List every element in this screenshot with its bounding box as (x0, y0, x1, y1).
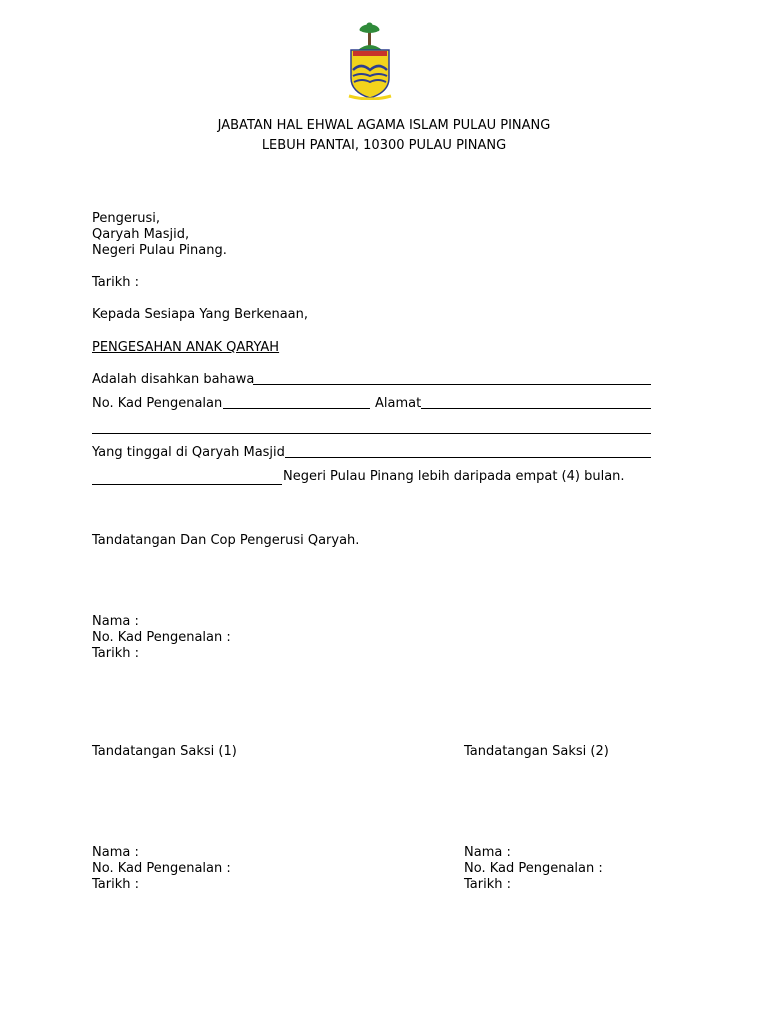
certified-label: Adalah disahkan bahawa (92, 372, 255, 387)
chairman-name-label: Nama : (92, 614, 139, 629)
witness1-name-label: Nama : (92, 845, 139, 860)
address-fill-line[interactable] (421, 408, 651, 409)
residing-label: Yang tinggal di Qaryah Masjid (92, 445, 285, 460)
header-address: LEBUH PANTAI, 10300 PULAU PINANG (261, 138, 507, 153)
penang-coat-of-arms (345, 22, 395, 100)
duration-text: Negeri Pulau Pinang lebih daripada empat (4) bulan. (283, 469, 625, 484)
chairman-signature-label: Tandatangan Dan Cop Pengerusi Qaryah. (92, 533, 360, 548)
witness2-ic-label: No. Kad Pengenalan : (464, 861, 603, 876)
ic-fill-line[interactable] (223, 408, 370, 409)
document-title: PENGESAHAN ANAK QARYAH (92, 340, 280, 355)
salutation: Kepada Sesiapa Yang Berkenaan, (92, 307, 309, 322)
chairman-ic-label: No. Kad Pengenalan : (92, 630, 231, 645)
mosque-continuation-line[interactable] (92, 484, 282, 485)
ic-label: No. Kad Pengenalan (92, 396, 223, 411)
witness1-ic-label: No. Kad Pengenalan : (92, 861, 231, 876)
witness1-signature-label: Tandatangan Saksi (1) (92, 744, 237, 759)
name-fill-line[interactable] (253, 384, 651, 385)
mosque-fill-line[interactable] (285, 457, 651, 458)
chairman-date-label: Tarikh : (92, 646, 139, 661)
witness2-date-label: Tarikh : (464, 877, 511, 892)
header-department-name: JABATAN HAL EHWAL AGAMA ISLAM PULAU PINANG (217, 118, 551, 133)
witness2-signature-label: Tandatangan Saksi (2) (464, 744, 609, 759)
witness2-name-label: Nama : (464, 845, 511, 860)
address-line-2: Qaryah Masjid, (92, 227, 190, 242)
address-continuation-line[interactable] (92, 433, 651, 434)
date-label: Tarikh : (92, 275, 139, 290)
address-line-1: Pengerusi, (92, 211, 160, 226)
address-line-3: Negeri Pulau Pinang. (92, 243, 227, 258)
witness1-date-label: Tarikh : (92, 877, 139, 892)
address-label: Alamat (375, 396, 422, 411)
